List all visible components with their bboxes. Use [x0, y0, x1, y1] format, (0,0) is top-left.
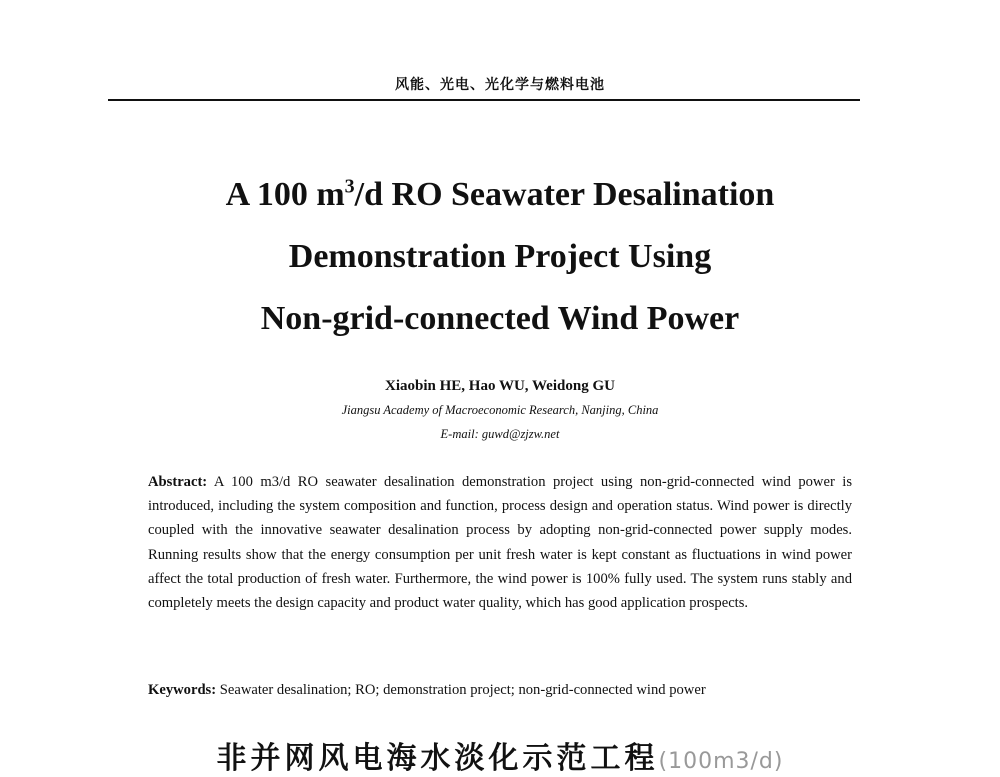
title-line-1 [0, 176, 1000, 214]
running-header: 风能、光电、光化学与燃料电池 [395, 77, 605, 93]
email: E-mail: guwd@zjzw.net [440, 427, 560, 441]
title-superscript: 3 [344, 175, 355, 198]
title-line-1-post: /d RO Seawater Desalination [354, 176, 775, 213]
affiliation: Jiangsu Academy of Macroeconomic Research, Nanjing, China [341, 403, 659, 417]
chinese-title-partial [0, 733, 1000, 777]
chinese-title-tail: (100m3/d) [658, 749, 784, 774]
keywords-label: Keywords: [148, 682, 217, 698]
abstract-text: A 100 m3/d RO seawater desalination demonstration project using non-grid-connected wind power is introduced, including the system composition and function, process design and operation status. Wind power is directly coupled with the innovative seawater desalination process by adopting non-grid-connected power supply modes. Running results show that the energy consumption per unit fresh water is kept constant as fluctuations in wind power affect the total production of fresh water. Furthermore, the wind power is 100% fully used. The system runs stably and completely meets the design capacity and product water quality, which has good application prospects. [148, 474, 852, 612]
abstract [148, 470, 852, 615]
title-line-3: Non-grid-connected Wind Power [260, 300, 740, 337]
authors: Xiaobin HE, Hao WU, Weidong GU [385, 378, 615, 394]
abstract-label: Abstract: [148, 474, 208, 490]
title-line-2: Demonstration Project Using [288, 238, 712, 275]
header-rule [108, 99, 860, 101]
chinese-title-main: 非并网风电海水淡化示范工程 [216, 741, 659, 776]
keywords-text: Seawater desalination; RO; demonstration project; non-grid-connected wind power [219, 682, 706, 698]
title-line-1-pre: A 100 m [225, 176, 345, 213]
keywords [148, 678, 852, 702]
